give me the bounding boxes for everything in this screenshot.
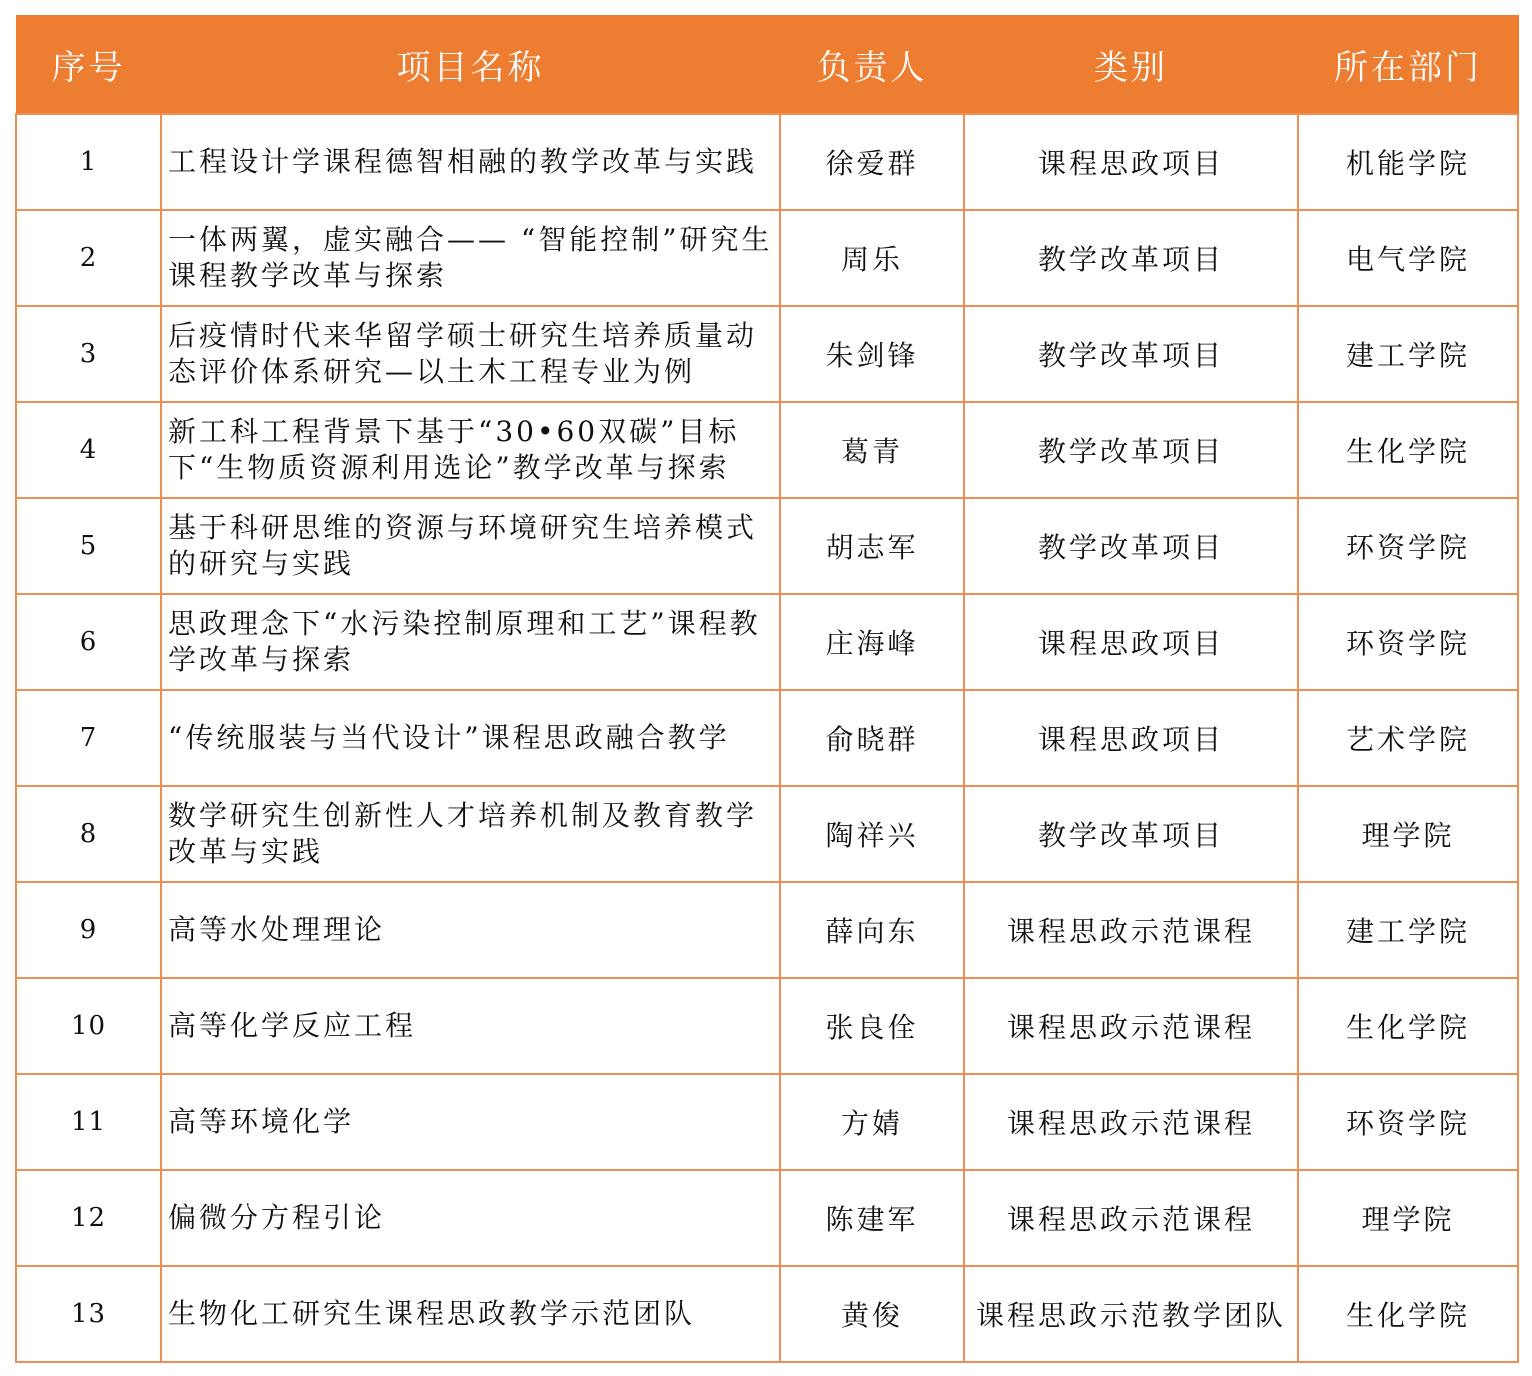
row-index: 10 xyxy=(16,978,161,1074)
row-index: 6 xyxy=(16,594,161,690)
table-body xyxy=(16,114,1518,1362)
table-row xyxy=(16,690,1518,786)
row-index: 3 xyxy=(16,306,161,402)
project-table-container xyxy=(15,15,1517,1363)
row-category: 教学改革项目 xyxy=(964,306,1298,402)
row-index: 4 xyxy=(16,402,161,498)
table-row xyxy=(16,594,1518,690)
row-department: 理学院 xyxy=(1298,786,1518,882)
row-owner: 庄海峰 xyxy=(780,594,964,690)
row-department: 理学院 xyxy=(1298,1170,1518,1266)
row-index: 11 xyxy=(16,1074,161,1170)
row-index: 13 xyxy=(16,1266,161,1362)
row-category: 课程思政项目 xyxy=(964,690,1298,786)
header-index: 序号 xyxy=(16,16,161,114)
row-department: 建工学院 xyxy=(1298,882,1518,978)
table-row xyxy=(16,786,1518,882)
row-project-name: 新工科工程背景下基于“30•60双碳”目标下“生物质资源利用选论”教学改革与探索 xyxy=(161,402,780,498)
table-row xyxy=(16,978,1518,1074)
row-category: 课程思政项目 xyxy=(964,594,1298,690)
row-index: 12 xyxy=(16,1170,161,1266)
row-project-name: 思政理念下“水污染控制原理和工艺”课程教学改革与探索 xyxy=(161,594,780,690)
row-department: 生化学院 xyxy=(1298,402,1518,498)
row-category: 教学改革项目 xyxy=(964,786,1298,882)
row-category: 课程思政示范教学团队 xyxy=(964,1266,1298,1362)
row-category: 课程思政示范课程 xyxy=(964,1074,1298,1170)
row-index: 5 xyxy=(16,498,161,594)
row-owner: 陶祥兴 xyxy=(780,786,964,882)
row-owner: 薛向东 xyxy=(780,882,964,978)
table-header xyxy=(16,16,1518,114)
table-row xyxy=(16,1266,1518,1362)
table-row xyxy=(16,306,1518,402)
row-project-name: 基于科研思维的资源与环境研究生培养模式的研究与实践 xyxy=(161,498,780,594)
row-project-name: 高等环境化学 xyxy=(161,1074,780,1170)
row-department: 艺术学院 xyxy=(1298,690,1518,786)
row-owner: 周乐 xyxy=(780,210,964,306)
header-project-name: 项目名称 xyxy=(161,16,780,114)
row-index: 8 xyxy=(16,786,161,882)
row-department: 建工学院 xyxy=(1298,306,1518,402)
row-index: 7 xyxy=(16,690,161,786)
table-row xyxy=(16,882,1518,978)
row-owner: 朱剑锋 xyxy=(780,306,964,402)
project-table xyxy=(15,15,1519,1363)
row-department: 环资学院 xyxy=(1298,594,1518,690)
row-index: 2 xyxy=(16,210,161,306)
row-category: 课程思政示范课程 xyxy=(964,978,1298,1074)
row-department: 环资学院 xyxy=(1298,1074,1518,1170)
row-category: 教学改革项目 xyxy=(964,498,1298,594)
row-project-name: 后疫情时代来华留学硕士研究生培养质量动态评价体系研究—以土木工程专业为例 xyxy=(161,306,780,402)
row-category: 教学改革项目 xyxy=(964,402,1298,498)
table-row xyxy=(16,114,1518,210)
header-category: 类别 xyxy=(964,16,1298,114)
row-project-name: 一体两翼，虚实融合—— “智能控制”研究生课程教学改革与探索 xyxy=(161,210,780,306)
table-row xyxy=(16,1074,1518,1170)
row-owner: 徐爱群 xyxy=(780,114,964,210)
row-category: 课程思政项目 xyxy=(964,114,1298,210)
row-owner: 俞晓群 xyxy=(780,690,964,786)
row-index: 1 xyxy=(16,114,161,210)
row-project-name: 偏微分方程引论 xyxy=(161,1170,780,1266)
row-owner: 张良佺 xyxy=(780,978,964,1074)
row-project-name: “传统服装与当代设计”课程思政融合教学 xyxy=(161,690,780,786)
row-project-name: 数学研究生创新性人才培养机制及教育教学改革与实践 xyxy=(161,786,780,882)
row-owner: 方婧 xyxy=(780,1074,964,1170)
row-owner: 陈建军 xyxy=(780,1170,964,1266)
table-row xyxy=(16,1170,1518,1266)
table-row xyxy=(16,210,1518,306)
row-category: 课程思政示范课程 xyxy=(964,882,1298,978)
row-department: 环资学院 xyxy=(1298,498,1518,594)
row-department: 电气学院 xyxy=(1298,210,1518,306)
header-owner: 负责人 xyxy=(780,16,964,114)
table-row xyxy=(16,402,1518,498)
row-index: 9 xyxy=(16,882,161,978)
row-owner: 胡志军 xyxy=(780,498,964,594)
row-department: 机能学院 xyxy=(1298,114,1518,210)
row-owner: 葛青 xyxy=(780,402,964,498)
row-department: 生化学院 xyxy=(1298,1266,1518,1362)
row-category: 教学改革项目 xyxy=(964,210,1298,306)
row-project-name: 工程设计学课程德智相融的教学改革与实践 xyxy=(161,114,780,210)
header-row xyxy=(16,16,1518,114)
row-project-name: 高等化学反应工程 xyxy=(161,978,780,1074)
table-row xyxy=(16,498,1518,594)
row-owner: 黄俊 xyxy=(780,1266,964,1362)
row-project-name: 生物化工研究生课程思政教学示范团队 xyxy=(161,1266,780,1362)
row-department: 生化学院 xyxy=(1298,978,1518,1074)
row-category: 课程思政示范课程 xyxy=(964,1170,1298,1266)
header-department: 所在部门 xyxy=(1298,16,1518,114)
row-project-name: 高等水处理理论 xyxy=(161,882,780,978)
